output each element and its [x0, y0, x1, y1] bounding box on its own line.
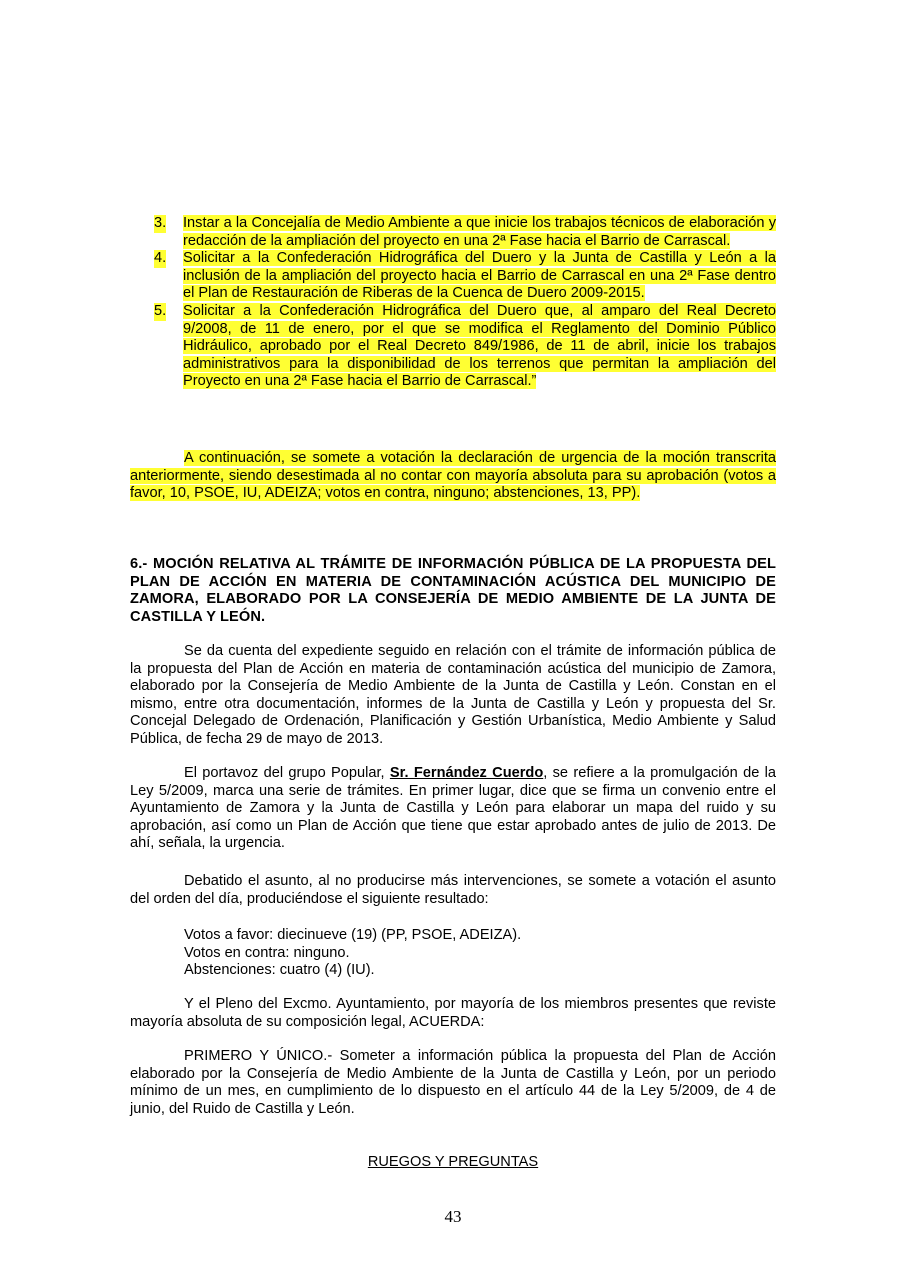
list-item-number: 4. — [154, 250, 167, 267]
paragraph-portavoz-before: El portavoz del grupo Popular, — [184, 765, 390, 781]
paragraph-expediente — [130, 643, 776, 749]
urgency-text: A continuación, se somete a votación la declaración de urgencia de la moción transcrita anteriormente, siendo desestimada al no contar con mayoría absoluta para su aprobación (votos a favor, 10, PSOE, IU, ADEIZA; votos en contra, ninguno; abstenciones, 13, PP). — [130, 450, 776, 502]
paragraph-portavoz-after: , se refiere a la promulgación de la Ley 5/2009, marca una serie de trámites. En primer lugar, dice que se firma un convenio entre el Ayuntamiento de Zamora y la Junta de Castilla y León para elaborar un mapa del ruido y su aprobación, así como un Plan de Acción que tiene que estar aprobado antes de julio de 2013. De ahí, señala, la urgencia. — [130, 765, 776, 852]
list-item — [130, 215, 776, 250]
paragraph-primero — [130, 1048, 776, 1118]
list-item-text: Instar a la Concejalía de Medio Ambiente a que inicie los trabajos técnicos de elaboración y redacción de la ampliación del proyecto en una 2ª Fase hacia el Barrio de Carrascal. — [183, 215, 776, 249]
page-number: 43 — [444, 1207, 462, 1226]
votes-favor: Votos a favor: diecinueve (19) (PP, PSOE, ADEIZA). — [184, 927, 522, 943]
paragraph-portavoz — [130, 765, 776, 853]
ruegos-heading: RUEGOS Y PREGUNTAS — [367, 1154, 539, 1170]
votes-contra: Votos en contra: ninguno. — [184, 944, 350, 961]
list-item — [130, 250, 776, 303]
list-item-number: 5. — [154, 302, 167, 319]
list-item — [130, 303, 776, 391]
paragraph-pleno — [130, 996, 776, 1031]
urgency-paragraph — [130, 450, 776, 503]
section-heading: 6.- MOCIÓN RELATIVA AL TRÁMITE DE INFORMACIÓN PÚBLICA DE LA PROPUESTA DEL PLAN DE ACCIÓN EN MATERIA DE CONTAMINACIÓN ACÚSTICA DEL MUNICIPIO DE ZAMORA, ELABORADO POR LA CONSEJERÍA DE MEDIO AMBIENTE DE LA JUNTA DE CASTILLA Y LEÓN. — [130, 556, 776, 625]
votes-abstenciones: Abstenciones: cuatro (4) (IU). — [184, 962, 375, 979]
numbered-list — [130, 215, 776, 391]
paragraph-pleno-text: Y el Pleno del Excmo. Ayuntamiento, por mayoría de los miembros presentes que reviste mayoría absoluta de su composición legal, ACUERDA: — [130, 996, 776, 1030]
list-item-number: 3. — [154, 215, 167, 231]
list-item-text: Solicitar a la Confederación Hidrográfica del Duero y la Junta de Castilla y León a la inclusión de la ampliación del proyecto hacia el Barrio de Carrascal en una 2ª Fase dentro el Plan de Restauración de Riberas de la Cuenca de Duero 2009-2015. — [183, 250, 776, 302]
paragraph-expediente-text: Se da cuenta del expediente seguido en relación con el trámite de información pública de la propuesta del Plan de Acción en materia de contaminación acústica del municipio de Zamora, elaborado por la Consejería de Medio Ambiente de la Junta de Castilla y León. Constan en el mismo, entre otra documentación, informes de la Junta de Castilla y León y propuesta del Sr. Concejal Delegado de Ordenación, Planificación y Gestión Urbanística, Medio Ambiente y Salud Pública, de fecha 29 de mayo de 2013. — [130, 643, 776, 747]
votes-list — [184, 927, 521, 980]
paragraph-debatido-text: Debatido el asunto, al no producirse más intervenciones, se somete a votación el asunto del orden del día, produciéndose el siguiente resultado: — [130, 873, 776, 907]
speaker-name: Sr. Fernández Cuerdo — [389, 765, 544, 781]
paragraph-debatido — [130, 873, 776, 908]
paragraph-primero-text: PRIMERO Y ÚNICO.- Someter a información pública la propuesta del Plan de Acción elaborado por la Consejería de Medio Ambiente de la Junta de Castilla y León, por un periodo mínimo de un mes, en cumplimiento de lo dispuesto en el artículo 44 de la Ley 5/2009, de 4 de junio, del Ruido de Castilla y León. — [130, 1048, 776, 1117]
list-item-text: Solicitar a la Confederación Hidrográfica del Duero que, al amparo del Real Decreto 9/2008, de 11 de enero, por el que se modifica el Reglamento del Dominio Público Hidráulico, aprobado por el Real Decreto 849/1986, de 11 de abril, inicie los trabajos administrativos para la disponibilidad de los terrenos que permitan la ampliación del Proyecto en una 2ª Fase hacia el Barrio de Carrascal.” — [183, 302, 776, 390]
